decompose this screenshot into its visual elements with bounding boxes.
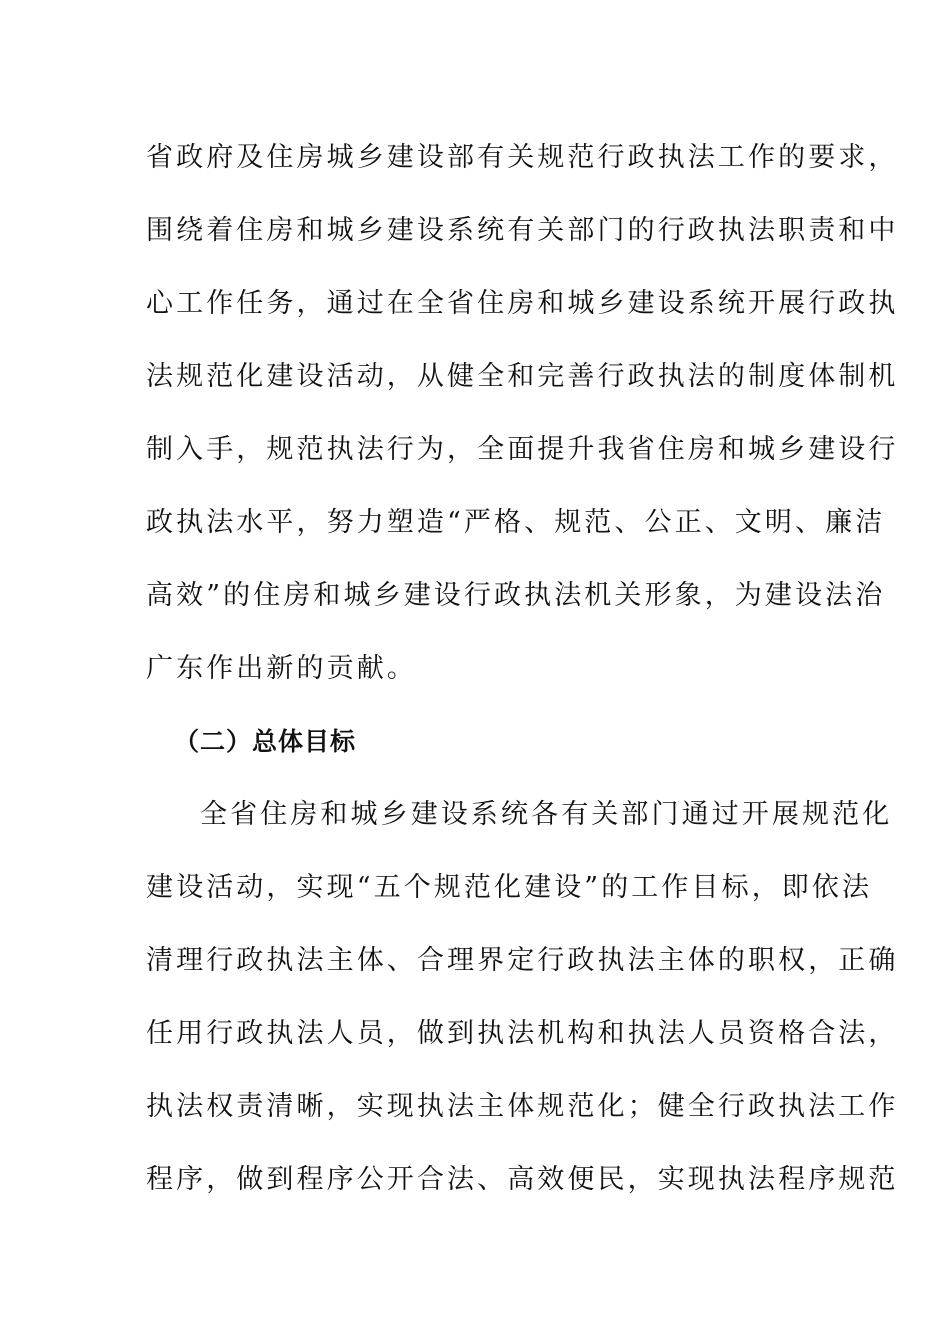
paragraph-line: 制入手，规范执法行为，全面提升我省住房和城乡建设行 (146, 434, 899, 465)
document-body (146, 126, 899, 1221)
paragraph-line: 任用行政执法人员，做到执法机构和执法人员资格合法， (146, 1018, 899, 1049)
paragraph-line: 政执法水平，努力塑造“严格、规范、公正、文明、廉洁 (146, 507, 886, 538)
paragraph-line: 广东作出新的贡献。 (146, 653, 417, 684)
paragraph-line: 程序，做到程序公开合法、高效便民，实现执法程序规范 (146, 1164, 899, 1195)
paragraph-line: 省政府及住房城乡建设部有关规范行政执法工作的要求， (146, 142, 899, 173)
section-heading: （二）总体目标 (174, 727, 357, 756)
paragraph-line: 建设活动，实现“五个规范化建设”的工作目标，即依法 (146, 872, 873, 903)
paragraph-line: 全省住房和城乡建设系统各有关部门通过开展规范化 (200, 799, 893, 830)
paragraph-line: 法规范化建设活动，从健全和完善行政执法的制度体制机 (146, 361, 899, 392)
paragraph-line: 清理行政执法主体、合理界定行政执法主体的职权，正确 (146, 945, 899, 976)
paragraph-line: 心工作任务，通过在全省住房和城乡建设系统开展行政执 (146, 288, 899, 319)
paragraph-line: 围绕着住房和城乡建设系统有关部门的行政执法职责和中 (146, 215, 899, 246)
paragraph-line: 执法权责清晰，实现执法主体规范化；健全行政执法工作 (146, 1091, 899, 1122)
paragraph-line: 高效”的住房和城乡建设行政执法机关形象，为建设法治 (146, 580, 886, 611)
